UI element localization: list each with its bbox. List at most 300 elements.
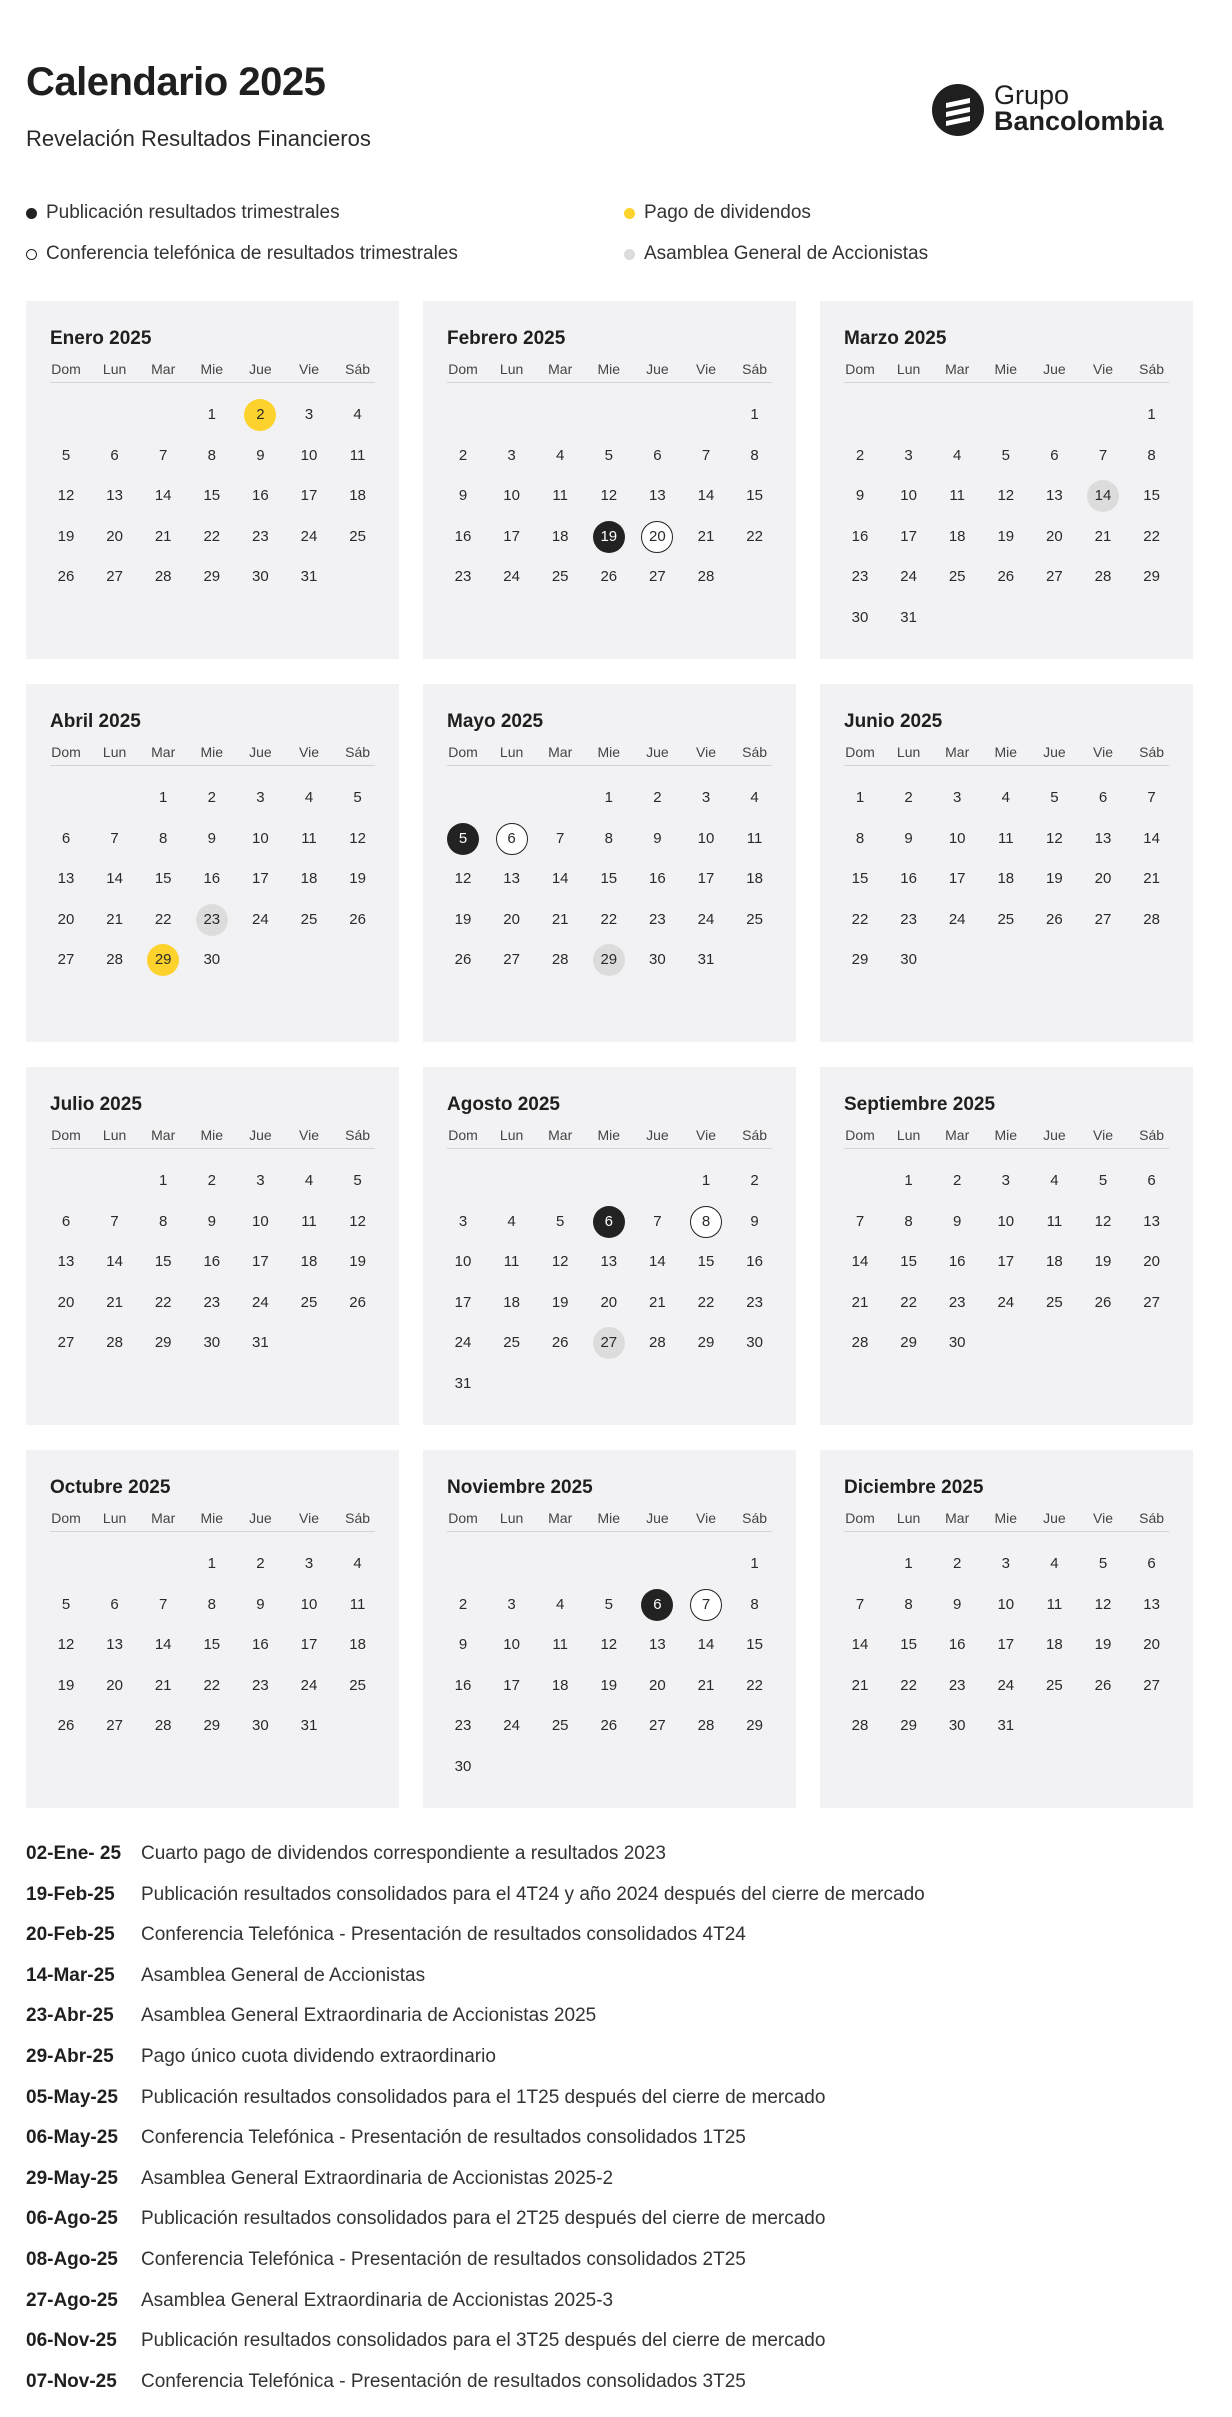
day-cell: 27 [503,951,520,968]
day-cell: 15 [900,1636,917,1653]
day-cell: 14 [154,1636,172,1653]
month-calendar [26,1067,399,1425]
day-cell: 26 [600,1717,618,1734]
weekday-label: Dom [51,1510,81,1526]
event-date: 06-May-25 [26,2127,118,2149]
day-cell: 18 [948,527,966,545]
day-cell: 25 [948,568,966,585]
day-cell: 24 [697,910,715,928]
day-cell: 11 [1046,1212,1063,1230]
day-cell: 1 [207,406,216,423]
day-cell: 17 [503,527,520,545]
day-cell: 9 [750,1212,759,1230]
day-cell-conf: 7 [690,1589,722,1621]
day-cell: 22 [746,1676,763,1694]
month-calendar [423,1450,796,1808]
weekday-label: Mar [151,744,176,760]
day-cell: 25 [300,910,318,928]
day-cell: 23 [649,910,666,928]
day-cell: 2 [653,789,662,806]
month-calendar [423,684,796,1042]
day-cell: 9 [953,1595,962,1613]
weekday-label: Jue [249,1127,272,1143]
day-cell: 21 [851,1293,869,1311]
day-cell: 10 [252,1212,269,1230]
day-cell: 19 [349,870,366,887]
day-cell: 21 [106,1293,123,1311]
day-cell-asm: 14 [1087,480,1119,512]
event-row [26,2087,825,2109]
day-cell: 24 [503,1717,520,1734]
day-cell: 1 [1147,406,1156,423]
weekday-label: Lun [896,1127,921,1143]
day-cell: 31 [300,568,318,585]
weekday-label: Sáb [345,1127,371,1143]
day-cell: 15 [203,487,221,504]
day-cell: 18 [1046,1253,1063,1270]
day-cell: 26 [1094,1293,1112,1311]
day-cell-asm: 29 [593,944,625,976]
event-row [26,1884,925,1906]
weekday-divider [844,765,1169,766]
month-title: Octubre 2025 [50,1477,171,1498]
day-cell: 8 [750,1595,759,1613]
day-cell: 27 [57,1334,75,1351]
day-cell: 3 [256,1172,265,1189]
weekday-label: Dom [51,361,81,377]
weekday-label: Lun [499,1127,524,1143]
weekday-label: Vie [696,744,716,760]
month-calendar [26,684,399,1042]
day-cell: 6 [61,1212,71,1230]
day-cell: 8 [159,829,168,847]
day-cell: 12 [1094,1595,1112,1613]
day-cell-pub: 19 [593,521,625,553]
event-date: 06-Nov-25 [26,2330,117,2352]
day-cell: 15 [600,870,618,887]
day-cell: 5 [604,446,613,464]
weekday-label: Mie [994,1127,1018,1143]
month-title: Junio 2025 [844,711,943,732]
day-cell: 12 [997,487,1015,504]
bancolombia-logo-icon [932,84,984,136]
day-cell: 12 [551,1253,569,1270]
day-cell: 7 [855,1212,865,1230]
day-cell: 7 [855,1595,865,1613]
weekday-label: Jue [1043,744,1066,760]
day-cell: 5 [1098,1555,1108,1572]
day-cell: 16 [454,1676,472,1694]
day-cell: 25 [551,1717,569,1734]
weekday-label: Mie [994,744,1018,760]
day-cell: 11 [301,1212,317,1230]
day-cell: 3 [953,789,962,806]
day-cell: 8 [159,1212,168,1230]
day-cell: 21 [154,1676,172,1694]
month-calendar [26,1450,399,1808]
weekday-label: Dom [51,1127,81,1143]
day-cell: 12 [349,829,366,847]
day-cell: 1 [604,789,613,806]
day-cell: 26 [349,1293,366,1311]
day-cell: 29 [900,1334,917,1351]
day-cell: 16 [252,1636,269,1653]
day-cell: 1 [904,1172,913,1189]
event-description: Asamblea General de Accionistas [141,1964,426,1986]
event-date: 29-May-25 [26,2167,118,2189]
day-cell: 31 [252,1334,269,1351]
filled-dot-icon [26,208,37,219]
day-cell: 23 [454,1717,472,1734]
day-cell: 17 [454,1293,472,1311]
weekday-label: Dom [845,361,875,377]
day-cell: 15 [851,870,869,887]
weekday-label: Vie [1093,1127,1113,1143]
day-cell: 8 [604,829,613,847]
month-calendar [423,1067,796,1425]
day-cell: 23 [746,1293,763,1311]
day-cell: 25 [300,1293,318,1311]
weekday-divider [50,382,375,383]
day-cell: 19 [349,1253,366,1270]
day-cell: 9 [855,487,865,504]
month-calendar [820,1067,1193,1425]
day-cell: 13 [649,1636,666,1653]
event-row [26,1924,746,1946]
event-row [26,2290,613,2312]
day-cell: 7 [159,1595,168,1613]
event-date: 06-Ago-25 [26,2208,118,2230]
day-cell: 24 [252,910,269,928]
day-cell: 7 [556,829,565,847]
day-cell: 3 [458,1212,468,1230]
day-cell: 27 [57,951,75,968]
weekday-label: Jue [646,744,669,760]
day-cell: 19 [1046,870,1063,887]
day-cell: 29 [851,951,869,968]
event-description: Pago único cuota dividendo extraordinario [141,2046,496,2067]
day-cell: 10 [300,446,318,464]
day-cell: 9 [653,829,662,847]
day-cell: 3 [507,1595,516,1613]
day-cell: 13 [503,870,520,887]
day-cell: 4 [353,1555,362,1572]
day-cell: 22 [1143,527,1160,545]
day-cell-div: 2 [244,399,276,431]
day-cell: 16 [252,487,269,504]
day-cell: 27 [649,1717,666,1734]
day-cell: 21 [851,1676,869,1694]
day-cell: 4 [556,446,565,464]
day-cell: 13 [57,870,75,887]
day-cell: 29 [203,1717,221,1734]
gray-dot-icon [624,249,635,260]
day-cell: 29 [697,1334,715,1351]
day-cell: 19 [454,910,472,928]
day-cell: 20 [600,1293,618,1311]
day-cell: 26 [57,1717,75,1734]
day-cell: 3 [256,789,265,806]
day-cell: 18 [300,870,318,887]
month-title: Septiembre 2025 [844,1094,996,1115]
legend-conference-label: Conferencia telefónica de resultados trimestrales [46,243,458,264]
day-cell-conf: 6 [496,823,528,855]
weekday-label: Mar [548,744,573,760]
weekday-divider [844,1531,1169,1532]
weekday-label: Mie [994,361,1018,377]
day-cell: 14 [551,870,569,887]
day-cell: 10 [997,1595,1015,1613]
day-cell: 3 [304,1555,314,1572]
day-cell: 29 [154,1334,172,1351]
day-cell: 24 [900,568,917,585]
day-cell: 2 [256,1555,265,1572]
day-cell: 1 [750,406,759,423]
day-cell: 18 [746,870,763,887]
day-cell: 21 [1143,870,1160,887]
month-calendar [820,1450,1193,1808]
day-cell: 8 [904,1595,913,1613]
day-cell: 26 [349,910,366,928]
day-cell: 11 [998,829,1014,847]
weekday-label: Mie [200,1127,224,1143]
legend-publication-label: Publicación resultados trimestrales [46,202,340,223]
day-cell: 19 [600,1676,618,1694]
event-date: 29-Abr-25 [26,2046,114,2067]
day-cell: 5 [353,789,362,806]
day-cell: 29 [746,1717,763,1734]
day-cell: 31 [300,1717,318,1734]
day-cell: 11 [349,1595,366,1613]
day-cell: 4 [353,406,362,423]
yellow-dot-icon [624,208,635,219]
day-cell: 2 [458,1595,468,1613]
weekday-divider [844,1148,1169,1149]
day-cell: 9 [904,829,913,847]
day-cell: 13 [106,1636,123,1653]
day-cell: 14 [851,1636,869,1653]
day-cell: 16 [948,1636,966,1653]
day-cell: 19 [551,1293,569,1311]
weekday-label: Mar [945,1510,970,1526]
day-cell: 2 [953,1555,962,1572]
event-row [26,2127,746,2149]
day-cell: 6 [110,1595,119,1613]
day-cell: 24 [997,1676,1015,1694]
day-cell: 23 [851,568,869,585]
day-cell: 17 [503,1676,520,1694]
day-cell: 23 [252,527,269,545]
day-cell: 22 [203,527,221,545]
weekday-label: Lun [499,361,524,377]
weekday-label: Sáb [742,361,768,377]
day-cell: 17 [252,1253,269,1270]
event-date: 02-Ene- 25 [26,1843,122,1864]
day-cell: 8 [750,446,759,464]
day-cell: 28 [851,1717,869,1734]
day-cell: 12 [454,870,472,887]
weekday-label: Jue [646,1127,669,1143]
event-row [26,2208,825,2230]
event-description: Publicación resultados consolidados para el 2T25 después del cierre de mercado [141,2208,826,2230]
weekday-label: Vie [299,1127,319,1143]
day-cell: 8 [855,829,865,847]
weekday-label: Mie [200,1510,224,1526]
day-cell: 13 [57,1253,75,1270]
day-cell: 16 [851,527,869,545]
event-row [26,2168,613,2190]
legend-assembly [624,243,928,265]
day-cell: 29 [900,1717,917,1734]
day-cell: 26 [1094,1676,1112,1694]
weekday-divider [447,382,772,383]
day-cell: 15 [746,487,763,504]
day-cell: 22 [851,910,869,928]
day-cell: 9 [256,446,265,464]
day-cell: 28 [106,1334,123,1351]
day-cell: 25 [349,527,366,545]
day-cell: 16 [746,1253,763,1270]
weekday-label: Mie [200,744,224,760]
day-cell: 13 [1143,1212,1160,1230]
day-cell: 23 [252,1676,269,1694]
legend-dividend-label: Pago de dividendos [644,202,811,223]
day-cell: 17 [300,1636,318,1653]
weekday-label: Jue [646,1510,669,1526]
month-calendar [820,301,1193,659]
day-cell: 26 [997,568,1015,585]
weekday-divider [447,765,772,766]
bancolombia-logo [932,80,1172,136]
day-cell: 21 [551,910,569,928]
day-cell: 16 [203,1253,221,1270]
weekday-label: Lun [102,1127,127,1143]
event-description: Conferencia Telefónica - Presentación de resultados consolidados 3T25 [141,2370,746,2392]
day-cell: 8 [207,1595,216,1613]
event-row [26,2046,496,2068]
day-cell: 30 [454,1757,472,1775]
event-row [26,2371,746,2393]
event-date: 27-Ago-25 [26,2289,118,2311]
weekday-label: Lun [896,744,921,760]
day-cell: 18 [300,1253,318,1270]
day-cell: 22 [600,910,618,928]
weekday-divider [844,382,1169,383]
weekday-label: Vie [299,744,319,760]
day-cell: 8 [1147,446,1156,464]
day-cell: 16 [203,870,221,887]
day-cell: 10 [503,487,520,504]
day-cell-pub: 6 [593,1206,625,1238]
weekday-label: Jue [249,744,272,760]
day-cell: 11 [552,487,568,504]
weekday-label: Mie [597,361,621,377]
day-cell: 31 [997,1717,1015,1734]
weekday-divider [50,1531,375,1532]
day-cell: 13 [649,487,666,504]
weekday-label: Dom [845,744,875,760]
day-cell: 18 [503,1293,520,1311]
event-description: Asamblea General Extraordinaria de Accionistas 2025-3 [141,2289,614,2311]
day-cell-asm: 27 [593,1327,625,1359]
day-cell: 21 [1094,527,1112,545]
day-cell: 16 [649,870,666,887]
day-cell: 30 [948,1717,966,1734]
day-cell: 12 [1094,1212,1112,1230]
weekday-label: Mar [945,1127,970,1143]
day-cell: 31 [697,951,715,968]
day-cell: 26 [454,951,472,968]
event-date: 05-May-25 [26,2086,118,2108]
weekday-label: Vie [1093,744,1113,760]
day-cell: 22 [154,910,172,928]
day-cell: 10 [697,829,715,847]
day-cell: 28 [851,1334,869,1351]
weekday-label: Dom [448,1127,478,1143]
day-cell: 28 [106,951,123,968]
day-cell: 24 [997,1293,1015,1311]
day-cell: 4 [507,1212,516,1230]
weekday-label: Jue [646,361,669,377]
day-cell: 12 [1046,829,1063,847]
day-cell: 18 [997,870,1015,887]
weekday-label: Mar [548,1510,573,1526]
weekday-label: Dom [448,744,478,760]
day-cell: 10 [997,1212,1015,1230]
day-cell: 10 [454,1253,472,1270]
day-cell: 25 [746,910,763,928]
day-cell: 27 [106,568,123,585]
month-title: Mayo 2025 [447,711,544,732]
day-cell: 19 [57,1676,75,1694]
event-description: Publicación resultados consolidados para el 3T25 después del cierre de mercado [141,2330,826,2352]
day-cell: 11 [301,829,317,847]
day-cell: 20 [1143,1253,1160,1270]
weekday-divider [447,1148,772,1149]
day-cell: 2 [904,789,913,806]
day-cell: 19 [997,527,1015,545]
weekday-label: Dom [448,1510,478,1526]
logo-line-1: Grupo [994,80,1070,110]
day-cell: 9 [207,829,216,847]
day-cell: 1 [904,1555,913,1572]
day-cell: 29 [203,568,221,585]
page-subtitle: Revelación Resultados Financieros [26,126,371,151]
weekday-label: Mar [151,1510,176,1526]
weekday-label: Vie [696,361,716,377]
legend-dividend [624,202,811,224]
outline-dot-icon [26,249,37,260]
event-row [26,2330,825,2352]
event-description: Asamblea General Extraordinaria de Accionistas 2025 [141,2005,597,2027]
day-cell: 30 [948,1334,966,1351]
day-cell: 6 [61,829,71,847]
legend-publication [26,202,340,224]
day-cell: 10 [948,829,966,847]
day-cell: 30 [252,568,269,585]
day-cell: 5 [353,1172,362,1189]
day-cell: 16 [900,870,917,887]
day-cell: 9 [458,1636,468,1653]
day-cell: 15 [900,1253,917,1270]
event-row [26,1843,666,1865]
weekday-label: Sáb [345,1510,371,1526]
weekday-label: Dom [845,1127,875,1143]
event-description: Conferencia Telefónica - Presentación de resultados consolidados 2T25 [141,2249,746,2270]
day-cell: 29 [1143,568,1160,585]
day-cell: 14 [697,487,715,504]
event-description: Publicación resultados consolidados para el 1T25 después del cierre de mercado [141,2086,826,2108]
